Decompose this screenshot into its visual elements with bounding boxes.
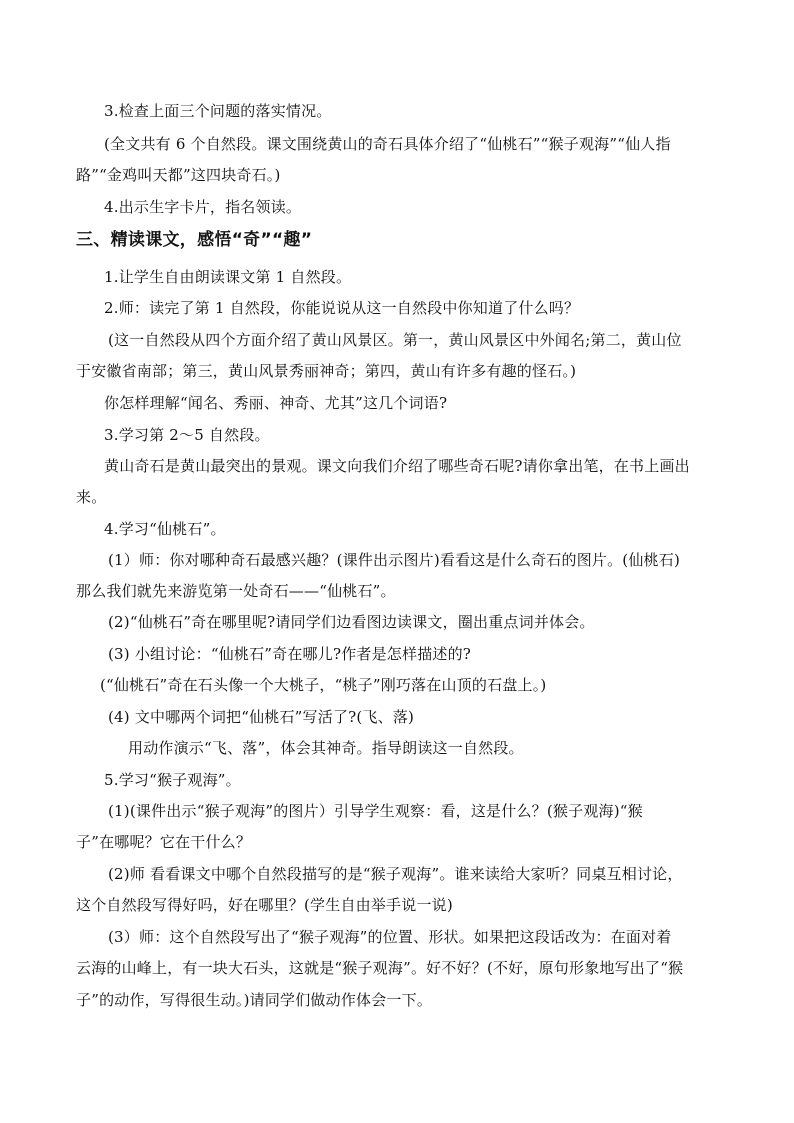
sub-1-line-1: (1）师：你对哪种奇石最感兴趣？(课件出示图片)看看这是什么奇石的图片。(仙桃石): [108, 551, 681, 569]
step-3-check: 3.检查上面三个问题的落实情况。: [104, 102, 332, 120]
answer-para1-line-1: (这一自然段从四个方面介绍了黄山风景区。第一，黄山风景区中外闻名;第二，黄山位: [108, 331, 682, 349]
sub-4: (4) 文中哪两个词把“仙桃石”写活了?(飞、落): [108, 708, 415, 726]
qiushi-intro-line-1: 黄山奇石是黄山最突出的景观。课文向我们介绍了哪些奇石呢?请你拿出笔，在书上画出: [104, 457, 690, 475]
sub-3-discussion: (3) 小组讨论：“仙桃石”奇在哪儿?作者是怎样描述的?: [108, 645, 472, 663]
answer-summary-line-1: (全文共有 6 个自然段。课文围绕黄山的奇石具体介绍了“仙桃石”“猴子观海”“仙人指: [104, 135, 671, 153]
sub-1-line-2: 那么我们就先来游览第一处奇石——“仙桃石”。: [76, 582, 396, 600]
sub-4-action: 用动作演示“飞、落”，体会其神奇。指导朗读这一自然段。: [128, 739, 524, 757]
item-4-xiantaoshi: 4.学习“仙桃石”。: [104, 520, 226, 538]
sub-5-3-line-2: 云海的山峰上，有一块大石头，这就是“猴子观海”。好不好？(不好，原句形象地写出了“猴: [76, 959, 684, 977]
item-2-question: 2.师：读完了第 1 自然段，你能说说从这一自然段中你知道了什么吗？: [104, 299, 580, 317]
sub-5-3-line-1: (3）师：这个自然段写出了“猴子观海”的位置、形状。如果把这段话改为：在面对着: [108, 928, 672, 946]
item-1-read: 1.让学生自由朗读课文第 1 自然段。: [104, 268, 352, 286]
item-5-houziguanhai: 5.学习“猴子观海”。: [104, 771, 241, 789]
step-4-cards: 4.出示生字卡片，指名领读。: [104, 198, 302, 216]
sub-5-1-line-1: (1)(课件出示“猴子观海”的图片）引导学生观察：看，这是什么？(猴子观海)“猴: [108, 802, 643, 820]
answer-para1-line-2: 于安徽省南部；第三，黄山风景秀丽神奇；第四，黄山有许多有趣的怪石。): [76, 362, 577, 380]
section-heading-3: 三、精读课文，感悟“奇”“趣”: [76, 230, 313, 250]
sub-3-answer: (“仙桃石”奇在石头像一个大桃子，“桃子”刚巧落在山顶的石盘上。): [100, 676, 547, 694]
qiushi-intro-line-2: 来。: [76, 488, 107, 506]
sub-5-3-line-3: 子”的动作，写得很生动。)请同学们做动作体会一下。: [76, 991, 433, 1009]
sub-5-1-line-2: 子”在哪呢？它在干什么？: [76, 833, 252, 851]
sub-5-2-line-2: 这个自然段写得好吗，好在哪里？(学生自由举手说一说): [76, 896, 453, 914]
sub-2: (2)“仙桃石”奇在哪里呢?请同学们边看图边读课文，圈出重点词并体会。: [108, 613, 595, 631]
item-3-study: 3.学习第 2～5 自然段。: [104, 426, 270, 444]
answer-summary-line-2: 路”“金鸡叫天都”这四块奇石。): [76, 166, 281, 184]
sub-5-2-line-1: (2)师 看看课文中哪个自然段描写的是“猴子观海”。谁来读给大家听？同桌互相讨论，: [108, 865, 683, 883]
word-question: 你怎样理解“闻名、秀丽、神奇、尤其”这几个词语?: [104, 394, 448, 412]
